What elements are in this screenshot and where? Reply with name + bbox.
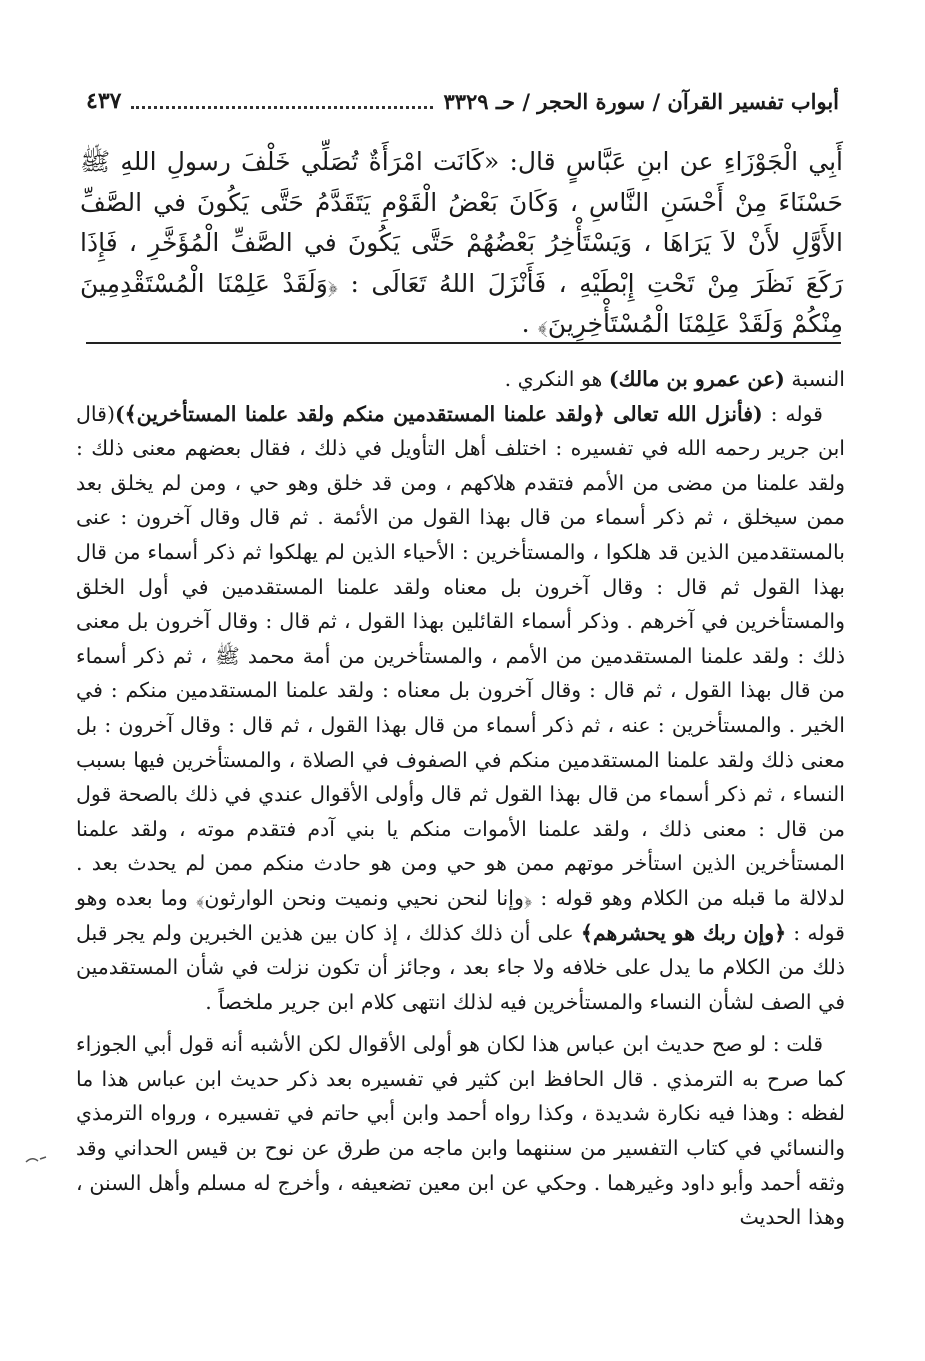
section-divider <box>86 342 841 344</box>
qawluh-verse: (فأنزل الله تعالى ﴿ولقد علمنا المستقدمين منكم ولقد علمنا المستأخرين﴾) <box>114 401 763 426</box>
hadith-text: أَبِي الْجَوْزَاءِ عن ابنِ عَبَّاسٍ قال: «كَانَت امْرَأَةٌ تُصَلِّي خَلْفَ رسولِ اللهِ ﷺ حَسْنَاءَ مِنْ أَحْسَنِ النَّاسِ ، وَكَانَ بَعْضُ الْقَوْمِ يَتَقَدَّمُ حَتَّى يَكُونَ في الصَّفِّ الأَوَّلِ لأَنْ لاَ يَرَاهَا ، وَيَسْتَأْخِرُ بَعْضُهُمْ حَتَّى يَكُونَ في الصَّفِّ الْمُؤَخَّرِ ، فَإِذَا رَكَعَ نَظَرَ مِنْ تَحْتِ إِبْطَيْهِ ، فَأَنْزَلَ اللهُ تَعَالَى : ﴿وَلَقَدْ عَلِمْنَا الْمُسْتَقْدِمِينَ مِنْكُمْ وَلَقَدْ عَلِمْنَا الْمُسْتَأْخِرِينَ﴾ . <box>80 147 843 338</box>
running-header <box>86 84 839 118</box>
nisba-paragraph <box>76 362 845 397</box>
page-number: ٤٣٧ <box>86 88 122 114</box>
qawluh-lead: قوله : <box>762 401 823 426</box>
qawluh-paragraph <box>76 397 845 1020</box>
qawluh-verse-2: ﴿وإن ربك هو يحشرهم﴾ <box>580 920 787 945</box>
header-dot-leader <box>131 106 433 109</box>
scan-artifact-mark <box>22 1150 52 1170</box>
qultu-paragraph: قلت : لو صح حديث ابن عباس هذا لكان هو أولى الأقوال لكن الأشبه أنه قول أبي الجوزاء كما صرح به الترمذي . قال الحافظ ابن كثير في تفسيره بعد ذكر حديث ابن عباس هذا ما لفظه : وهذا فيه نكارة شديدة ، وكذا رواه أحمد وابن أبي حاتم في تفسيره ، ورواه الترمذي والنسائي في كتاب التفسير من سننهما وابن ماجه من طرق عن نوح بن قيس الحداني وقد وثقه أحمد وأبو داود وغيرهما . وحكي عن ابن معين تضعيفه ، وأخرج له مسلم وأهل السنن ، وهذا الحديث <box>76 1032 845 1230</box>
qawluh-body-2: على أن ذلك كذلك ، إذ كان بين هذين الخبرين ولم يجر قبل ذلك من الكلام ما يدل على خلافه ولا جاء بعد ، وجائز أن تكون نزلت في شأن المستقدمين في الصف لشأن النساء والمستأخرين فيه لذلك انتهى كلام ابن جرير ملخصاً . <box>76 920 845 1014</box>
qawluh-body: (قال ابن جرير رحمه الله في تفسيره : اختلف أهل التأويل في ذلك ، فقال بعضهم معنى ذلك : ولقد علمنا من مضى من الأمم فتقدم هلاكهم ، ومن قد خلق وهو حي ، ومن لم يخلق بعد ممن سيخلق ، ثم ذكر أسماء من قال بهذا القول من الأئمة . ثم قال وقال آخرون : عنى بالمستقدمين الذين قد هلكوا ، والمستأخرين : الأحياء الذين لم يهلكوا ثم ذكر أسماء من قال بهذا القول ثم قال : وقال آخرون بل معناه ولقد علمنا المستقدمين في أول الخلق والمستأخرين في آخرهم . وذكر أسماء القائلين بهذا القول ، ثم قال : وقال آخرون بل معنى ذلك : ولقد علمنا المستقدمين من الأمم ، والمستأخرين من أمة محمد ﷺ ، ثم ذكر أسماء من قال بهذا القول ، ثم قال : وقال آخرون بل معناه : ولقد علمنا المستقدمين منكم : في الخير . والمستأخرين : عنه ، ثم ذكر أسماء من قال بهذا القول ، ثم قال : وقال آخرون : بل معنى ذلك ولقد علمنا المستقدمين منكم في الصفوف في الصلاة ، والمستأخرين فيها بسبب النساء ، ثم ذكر أسماء من قال بهذا القول ثم قال وأولى الأقوال عندي في ذلك بالصحة قول من قال : معنى ذلك ، ولقد علمنا الأموات منكم يا بني آدم فتقدم موته ، ولقد علمنا المستأخرين الذين استأخر موتهم ممن هو حي ومن هو حادث منكم ممن لم يحدث بعد . لدلالة ما قبله من الكلام وهو قوله : ﴿وإنا لنحن نحيي ونميت ونحن الوارثون﴾ وما بعده وهو قوله : <box>76 401 845 945</box>
nisba-tail: هو النكري . <box>504 367 609 391</box>
header-title: أبواب تفسير القرآن / سورة الحجر / حـ ٣٣٢٩ <box>443 88 839 114</box>
nisba-lead: النسبة <box>784 367 845 391</box>
commentary <box>76 362 845 1235</box>
nisba-name: (عن عمرو بن مالك) <box>608 367 785 391</box>
